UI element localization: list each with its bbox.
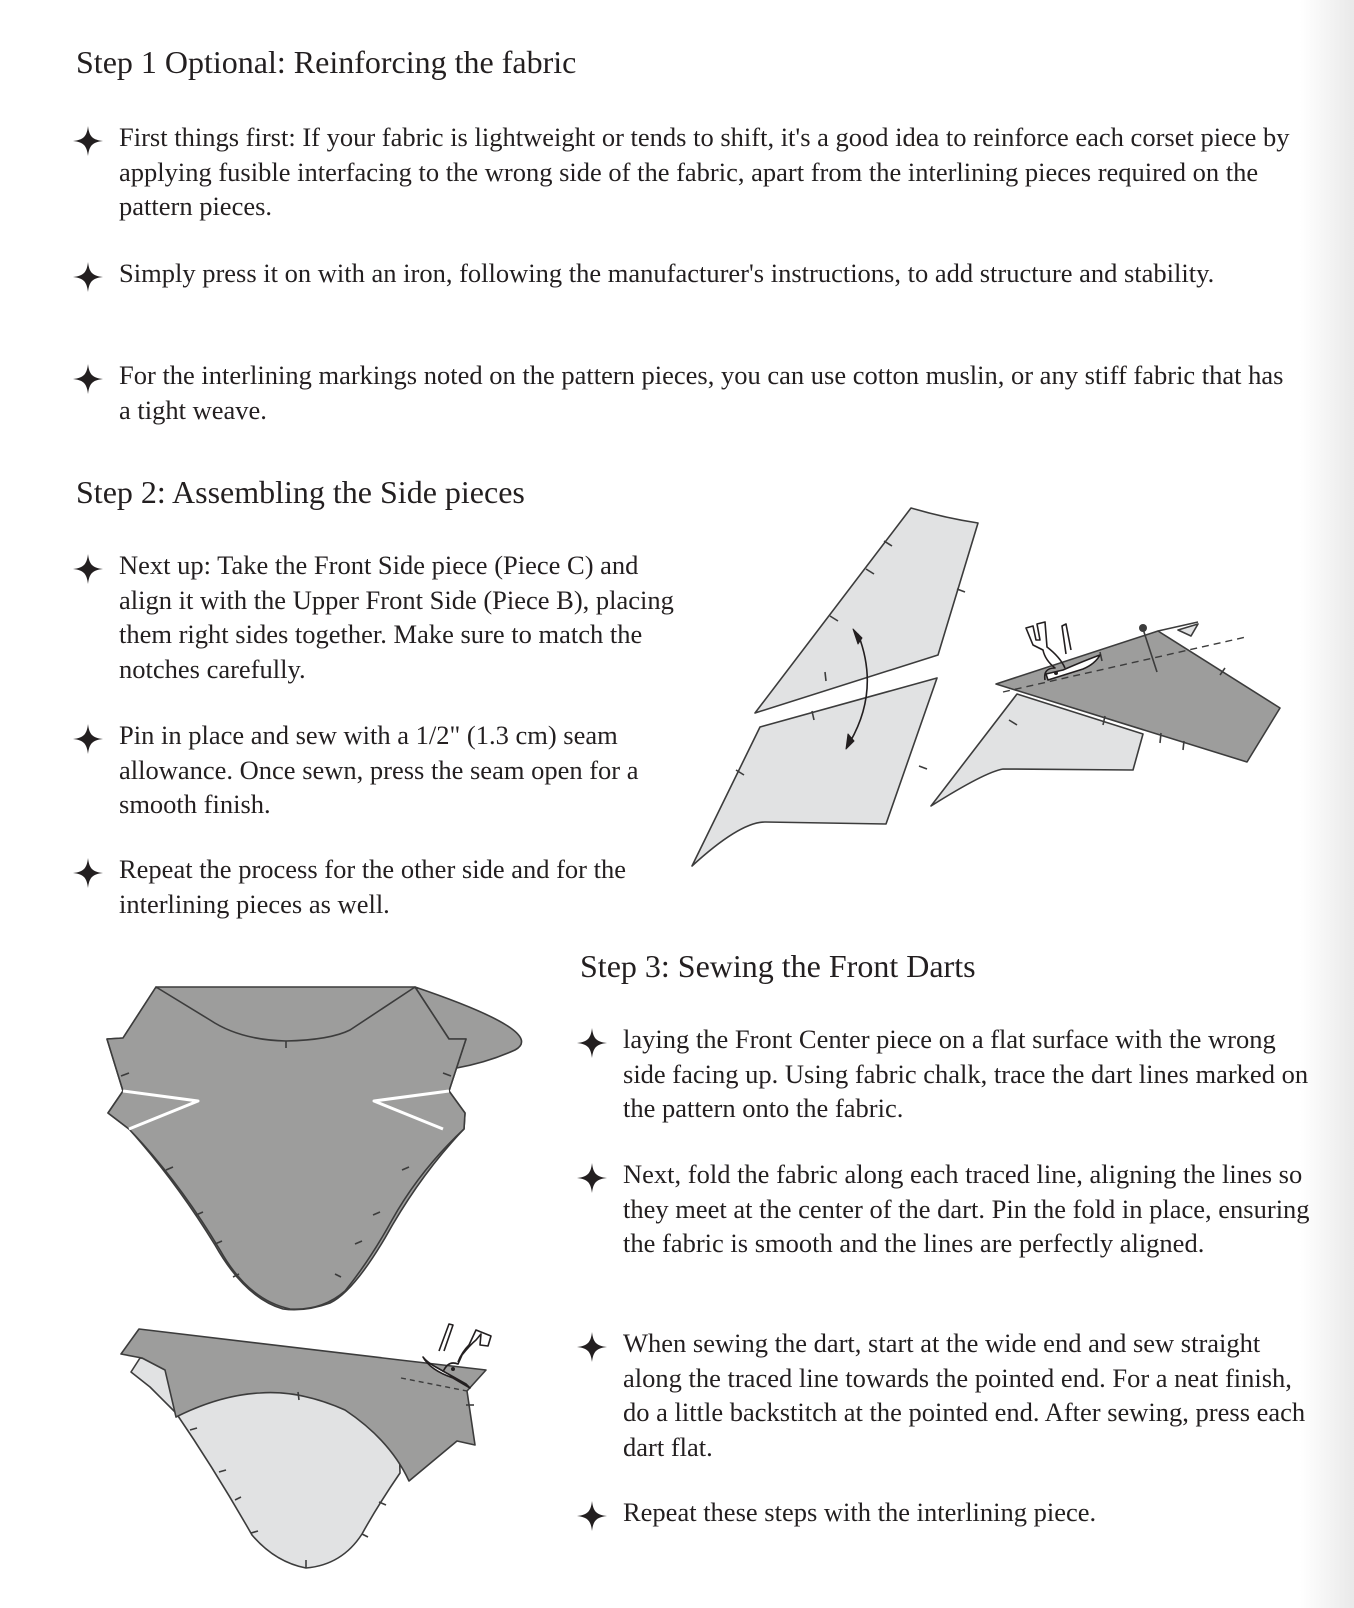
bullet-text: Repeat these steps with the interlining piece. xyxy=(623,1497,1097,1527)
step3-bullet xyxy=(623,1326,1313,1464)
notch-marks xyxy=(298,1392,474,1405)
four-point-star-icon xyxy=(73,364,103,394)
presser-foot-icon xyxy=(423,1324,491,1388)
bullet-text: Next up: Take the Front Side piece (Piece C) and align it with the Upper Front Side (Piece B), placing them right sides together. Make sure to match the notches carefully. xyxy=(119,550,674,684)
presser-foot-icon xyxy=(1026,622,1100,680)
bullet-text: Pin in place and sew with a 1/2" (1.3 cm) seam allowance. Once sewn, press the seam open for a smooth finish. xyxy=(119,720,639,819)
step3-bullet xyxy=(623,1022,1313,1126)
front-side-piece xyxy=(692,678,937,866)
bullet-text: Repeat the process for the other side and for the interlining pieces as well. xyxy=(119,854,626,919)
four-point-star-icon xyxy=(577,1163,607,1193)
front-center-folded xyxy=(121,1329,486,1481)
four-point-star-icon xyxy=(73,262,103,292)
four-point-star-icon xyxy=(577,1028,607,1058)
step1-bullet xyxy=(119,256,1299,291)
upper-front-side-piece xyxy=(755,508,978,713)
four-point-star-icon xyxy=(73,858,103,888)
bullet-text: Simply press it on with an iron, following the manufacturer's instructions, to add structure and stability. xyxy=(119,258,1215,288)
dart-left xyxy=(123,1091,198,1129)
notch-marks xyxy=(825,541,965,681)
step2-bullet xyxy=(119,718,694,822)
step1-bullet xyxy=(119,120,1299,224)
curved-double-arrow-icon xyxy=(850,634,867,742)
bullet-text: laying the Front Center piece on a flat surface with the wrong side facing up. Using fabric chalk, trace the dart lines marked on the pattern onto the fabric. xyxy=(623,1024,1309,1123)
pin-icon xyxy=(1139,624,1157,672)
upper-front-side-piece-over xyxy=(996,631,1280,762)
front-side-piece-under xyxy=(931,694,1143,806)
step2-bullet xyxy=(119,548,674,686)
front-center-piece xyxy=(107,987,522,1310)
notch-marks xyxy=(736,711,927,775)
notch-marks xyxy=(190,1428,386,1568)
step1-heading: Step 1 Optional: Reinforcing the fabric xyxy=(76,44,577,80)
bullet-text: When sewing the dart, start at the wide end and sew straight along the traced line towards the pointed end. For a neat finish, do a little backstitch at the pointed end. After sewing, press each dart flat. xyxy=(623,1328,1306,1462)
bullet-text: Next, fold the fabric along each traced line, aligning the lines so they meet at the center of the dart. Pin the fold in place, ensuring the fabric is smooth and the lines are perfectly aligned. xyxy=(623,1159,1310,1258)
step2-bullet xyxy=(119,852,674,921)
bullet-text: First things first: If your fabric is lightweight or tends to shift, it's a good idea to reinforce each corset piece by applying fusible interfacing to the wrong side of the fabric, apart from the interlining pieces required on the pattern pieces. xyxy=(119,122,1290,221)
bullet-text: For the interlining markings noted on the pattern pieces, you can use cotton muslin, or any stiff fabric that has a tight weave. xyxy=(119,360,1284,425)
stitch-line xyxy=(1003,637,1246,692)
four-point-star-icon xyxy=(73,724,103,754)
step1-bullet xyxy=(119,358,1299,427)
four-point-star-icon xyxy=(577,1501,607,1531)
notch-marks xyxy=(1100,652,1225,750)
dart-right xyxy=(374,1091,449,1129)
four-point-star-icon xyxy=(577,1332,607,1362)
four-point-star-icon xyxy=(73,126,103,156)
step3-bullet xyxy=(623,1157,1313,1261)
notch-marks xyxy=(121,1041,451,1277)
step3-heading: Step 3: Sewing the Front Darts xyxy=(580,948,976,984)
step3-bullet xyxy=(623,1495,1313,1530)
four-point-star-icon xyxy=(73,554,103,584)
front-center-underside xyxy=(131,1358,400,1568)
step2-heading: Step 2: Assembling the Side pieces xyxy=(76,474,525,510)
